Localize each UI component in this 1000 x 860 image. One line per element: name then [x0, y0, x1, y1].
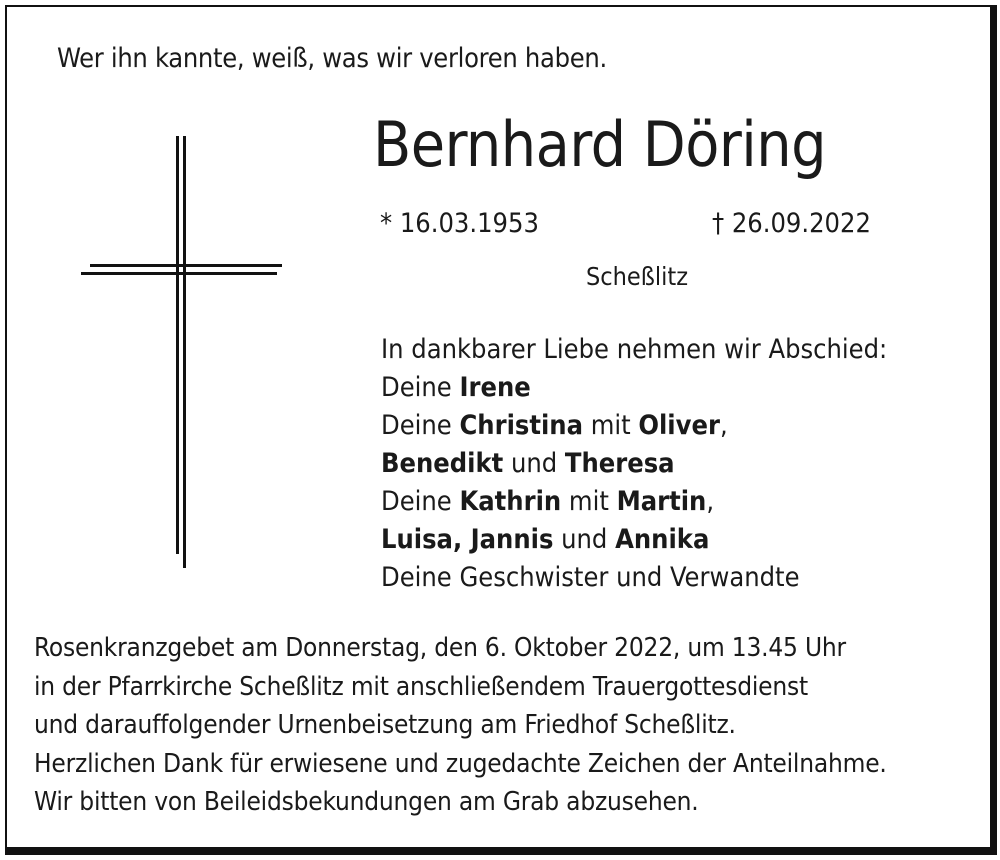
- mourners-list: [381, 331, 887, 597]
- mourner-text: und: [553, 524, 616, 555]
- mourner-name: Benedikt: [381, 448, 504, 479]
- mourner-text: mit: [561, 486, 617, 517]
- mourner-name: Annika: [615, 524, 710, 555]
- deceased-name: Bernhard Döring: [373, 108, 827, 181]
- quote: Wer ihn kannte, weiß, was wir verloren haben.: [57, 43, 607, 74]
- mourner-line: [381, 407, 887, 445]
- cross-icon: [78, 136, 284, 568]
- mourner-name: Martin: [616, 486, 707, 517]
- mourner-text: Deine: [381, 410, 460, 441]
- mourner-name: Christina: [459, 410, 583, 441]
- mourner-line: [381, 483, 887, 521]
- thanks-line: Herzlichen Dank für erwiesene und zugedachte Zeichen der Anteilnahme.: [34, 748, 887, 779]
- mourner-text: mit: [582, 410, 639, 441]
- service-line: und darauffolgender Urnenbeisetzung am Friedhof Scheßlitz.: [34, 710, 736, 740]
- birth-date: * 16.03.1953: [380, 208, 539, 239]
- mourner-line: [381, 445, 887, 483]
- request-line: Wir bitten von Beileidsbekundungen am Grab abzusehen.: [34, 787, 699, 817]
- mourner-name: Irene: [459, 372, 531, 403]
- service-line: in der Pfarrkirche Scheßlitz mit anschließendem Trauergottesdienst: [34, 671, 808, 702]
- mourner-text: Deine: [381, 372, 460, 403]
- service-info: [34, 629, 887, 822]
- mourner-line: Deine Geschwister und Verwandte: [381, 562, 800, 593]
- mourner-name: Theresa: [564, 448, 675, 479]
- mourner-name: Luisa, Jannis: [381, 524, 554, 555]
- mourner-text: und: [503, 448, 565, 479]
- death-date: † 26.09.2022: [712, 208, 871, 239]
- mourner-text: ,: [706, 486, 715, 517]
- mourner-text: ,: [719, 410, 728, 441]
- place: Scheßlitz: [586, 262, 689, 291]
- service-line: Rosenkranzgebet am Donnerstag, den 6. Oktober 2022, um 13.45 Uhr: [34, 633, 846, 663]
- mourner-text: Deine: [381, 486, 460, 517]
- mourner-line: [381, 369, 887, 407]
- mourner-line: [381, 521, 887, 559]
- mourner-name: Oliver: [638, 410, 720, 441]
- mourner-name: Kathrin: [459, 486, 562, 517]
- mourners-intro: In dankbarer Liebe nehmen wir Abschied:: [381, 334, 888, 365]
